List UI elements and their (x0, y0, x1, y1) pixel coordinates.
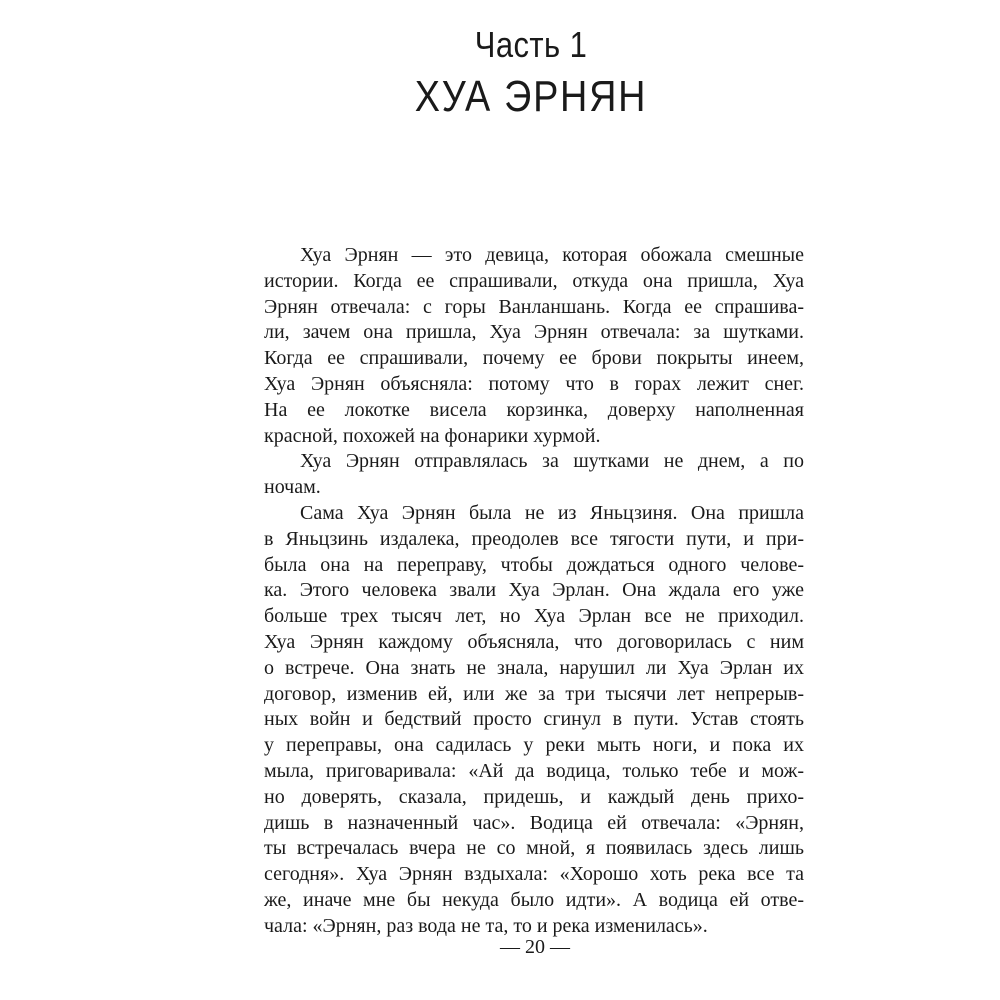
text-line: ночам. (264, 476, 321, 499)
text-line: о встрече. Она знать не знала, нарушил ли Хуа Эрлан их (264, 656, 804, 679)
text-line: Хуа Эрнян каждому объясняла, что договорилась с ним (264, 630, 804, 653)
text-line: Хуа Эрнян — это девица, которая обожала смешные (300, 244, 804, 266)
text-line: сегодня». Хуа Эрнян вздыхала: «Хорошо хоть река все та (264, 863, 804, 886)
page-number: — 20 — (500, 936, 570, 958)
text-line: чала: «Эрнян, раз вода не та, то и река изменилась». (264, 914, 708, 937)
text-line: ты встречалась вчера не со мной, я появилась здесь лишь (264, 837, 804, 860)
text-line: больше трех тысяч лет, но Хуа Эрлан все не приходил. (264, 605, 804, 628)
text-line: договор, изменив ей, или же за три тысячи лет непрерыв- (264, 682, 804, 705)
text-line: но доверять, сказала, придешь, и каждый день прихо- (264, 785, 804, 808)
text-line: же, иначе мне бы некуда было идти». А водица ей отве- (264, 888, 804, 911)
text-line: мыла, приговаривала: «Ай да водица, только тебе и мож- (264, 759, 804, 782)
part-label: Часть 1 (474, 24, 588, 65)
text-line: истории. Когда ее спрашивали, откуда она пришла, Хуа (264, 269, 804, 292)
text-line: красной, похожей на фонарики хурмой. (264, 424, 601, 447)
text-line: Хуа Эрнян отправлялась за шутками не днем, а по (300, 450, 804, 473)
text-line: дишь в назначенный час». Водица ей отвечала: «Эрнян, (264, 811, 804, 834)
text-line: у переправы, она садилась у реки мыть ноги, и пока их (264, 734, 804, 757)
text-line: На ее локотке висела корзинка, доверху наполненная (264, 398, 804, 421)
text-line: ных войн и бедствий просто сгинул в пути. Устав стоять (264, 708, 804, 731)
text-line: ка. Этого человека звали Хуа Эрлан. Она ждала его уже (264, 579, 804, 602)
text-line: Хуа Эрнян объясняла: потому что в горах лежит снег. (264, 372, 804, 395)
text-line: Когда ее спрашивали, почему ее брови покрыты инеем, (264, 347, 804, 370)
text-line: в Яньцзинь издалека, преодолев все тягости пути, и при- (264, 527, 804, 550)
text-line: была она на переправу, чтобы дождаться одного челове- (264, 553, 804, 576)
text-line: Сама Хуа Эрнян была не из Яньцзиня. Она пришла (300, 501, 804, 524)
text-line: ли, зачем она пришла, Хуа Эрнян отвечала: за шутками. (264, 321, 804, 344)
body-text (264, 243, 804, 940)
text-line: Эрнян отвечала: с горы Ванланшань. Когда ее спрашива- (264, 295, 804, 318)
chapter-title: ХУА ЭРНЯН (414, 72, 648, 121)
